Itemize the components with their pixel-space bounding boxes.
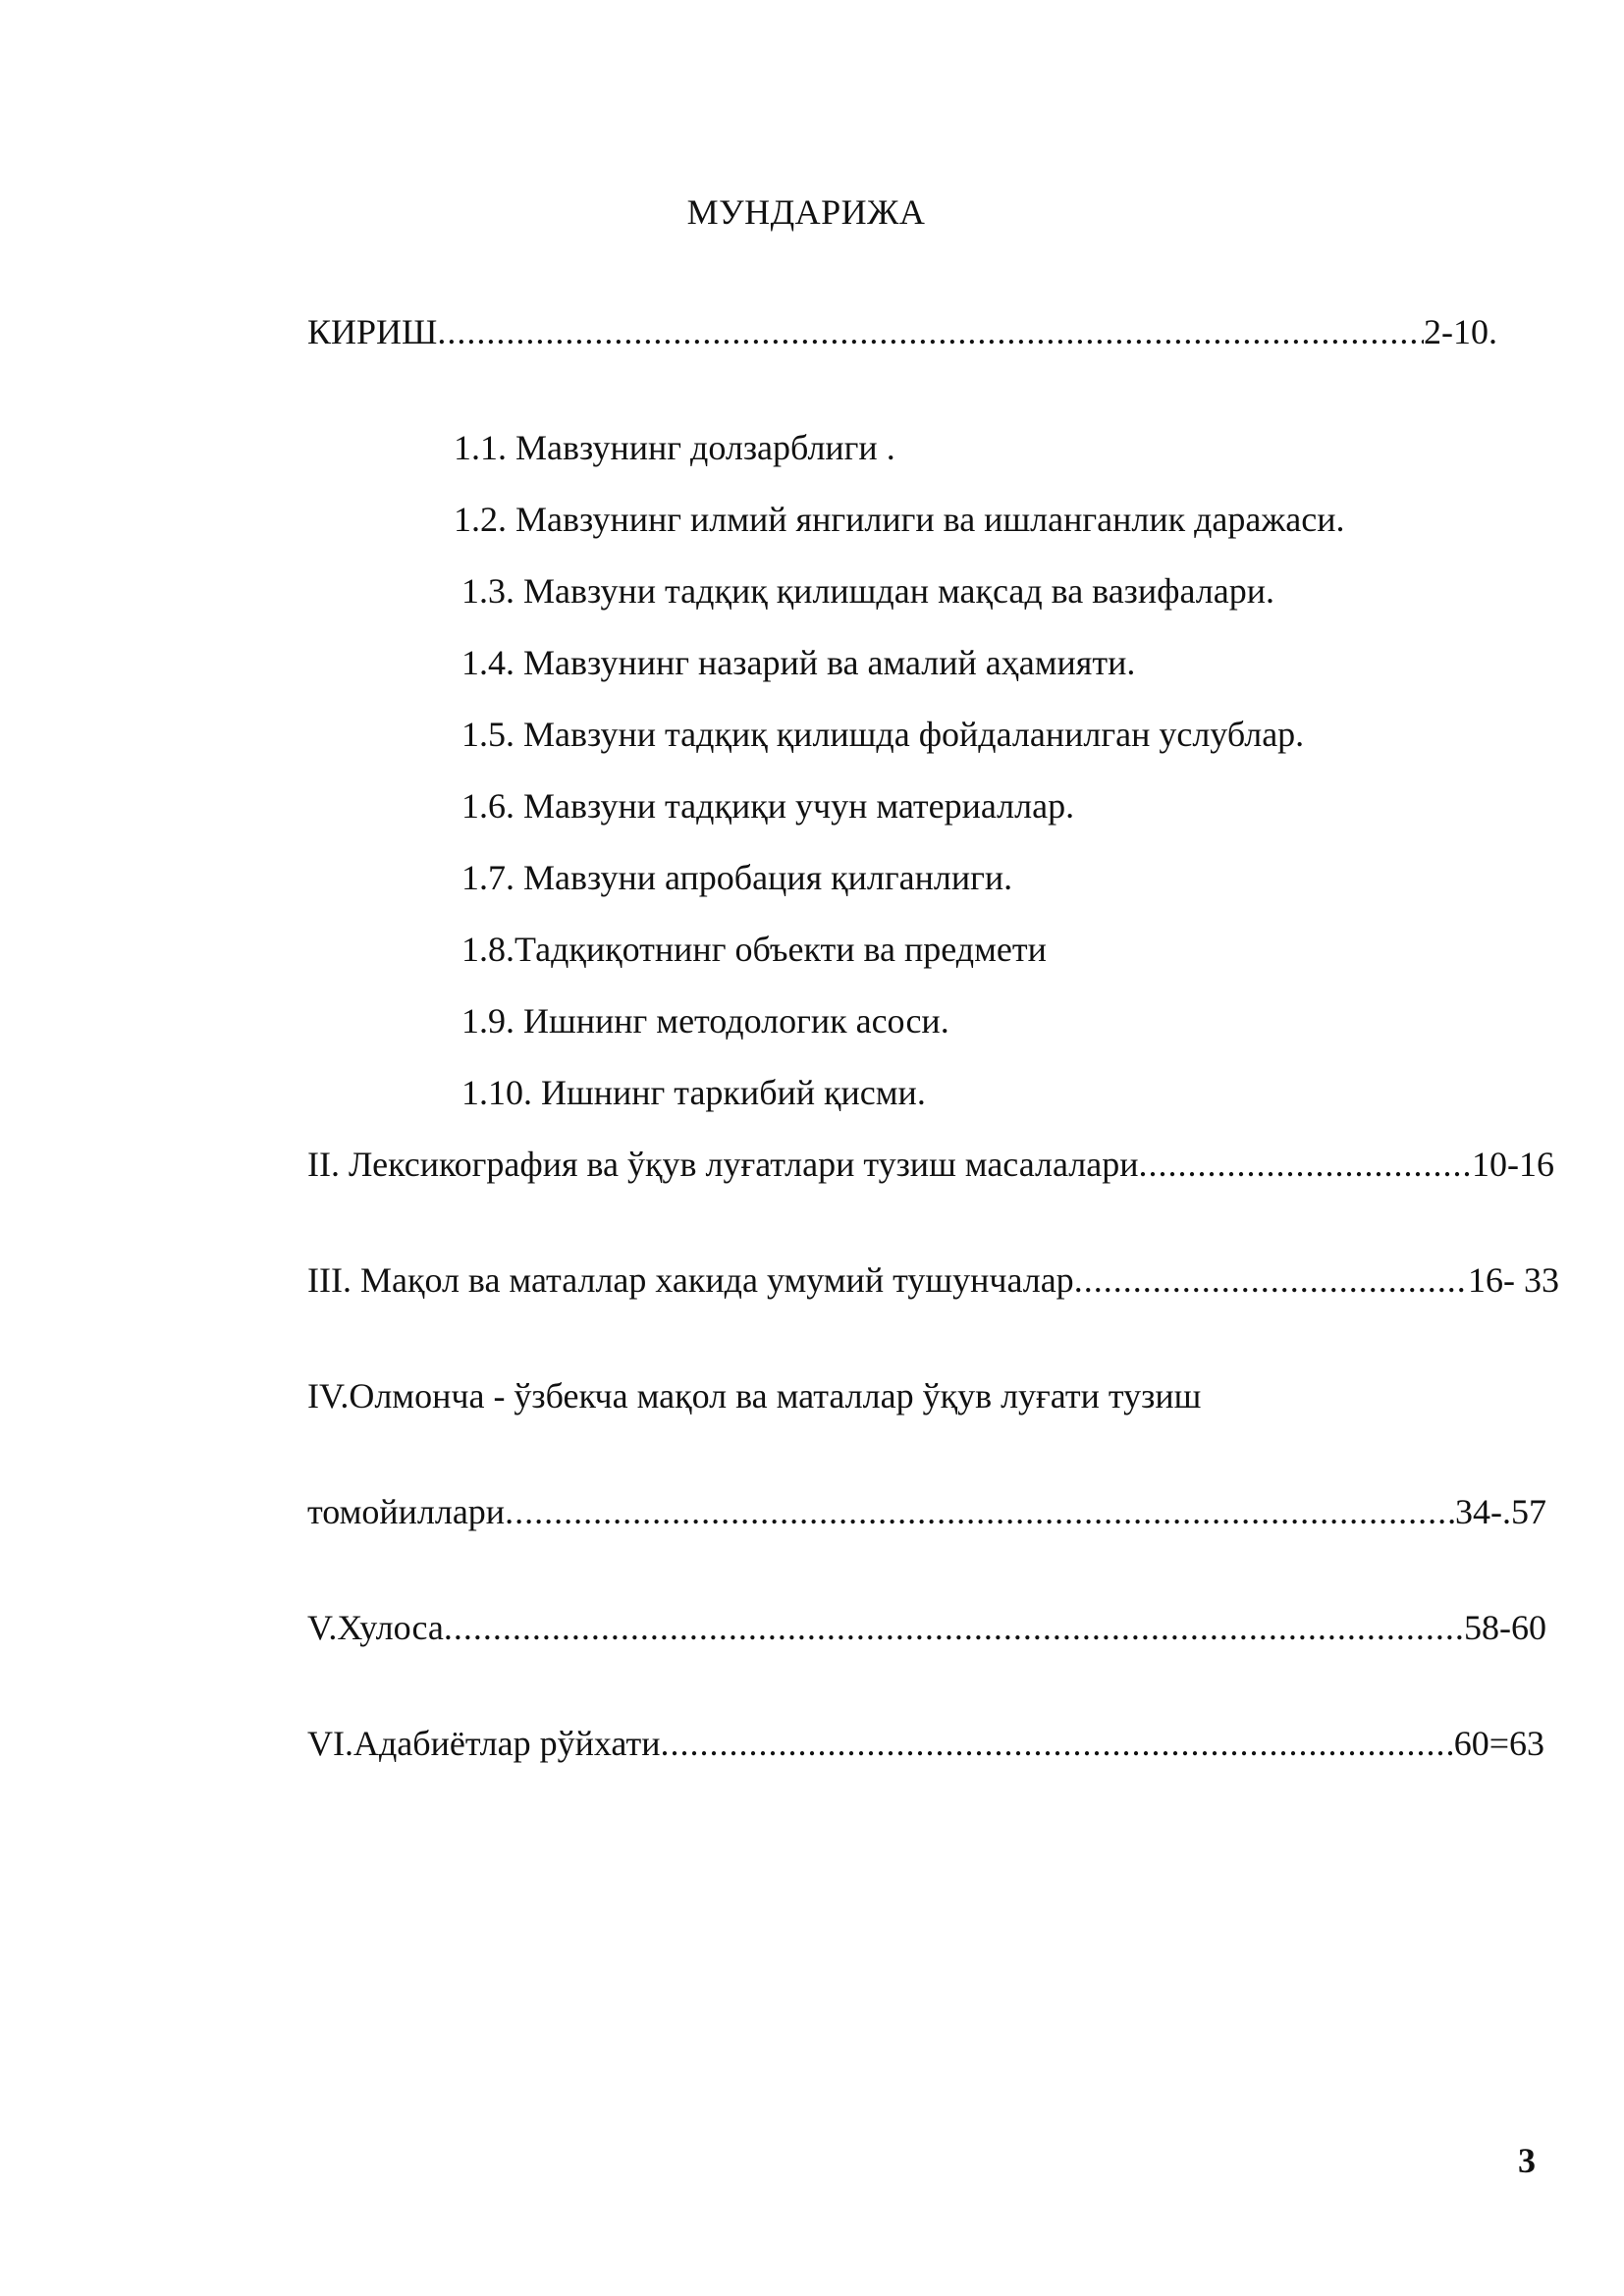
toc-entry-pages: 58-60	[1464, 1608, 1546, 1647]
toc-subitem[interactable]	[461, 784, 1074, 828]
toc-subitem-text: 1.6. Мавзуни тадқиқи учун материаллар.	[461, 786, 1075, 826]
toc-entry-label: томойиллари	[307, 1492, 506, 1531]
toc-subitem-text: 1.1. Мавзунинг долзарблиги .	[454, 428, 895, 467]
toc-entry-label: КИРИШ	[307, 312, 438, 351]
toc-subitem-text: 1.7. Мавзуни апробация қилганлиги.	[461, 858, 1013, 897]
toc-subitem-text: 1.2. Мавзунинг илмий янгилиги ва ишланганлик даражаси.	[454, 500, 1345, 539]
toc-entry-label: IV.Олмонча - ўзбекча мақол ва маталлар ўқув луғати тузиш	[307, 1376, 1202, 1415]
toc-subitem-text: 1.8.Тадқиқотнинг объекти ва предмети	[461, 930, 1047, 969]
toc-entry-pages: 34-.57	[1455, 1492, 1546, 1531]
toc-subitem[interactable]	[461, 1071, 926, 1114]
toc-leader-dots	[437, 310, 1424, 353]
toc-leader-dots	[444, 1606, 1464, 1649]
page-number: 3	[1518, 2141, 1536, 2180]
toc-entry-label: VI.Адабиётлар рўйхати	[307, 1724, 661, 1763]
toc-leader-dots	[660, 1722, 1453, 1765]
toc-title	[0, 191, 1624, 233]
toc-subitem[interactable]	[454, 498, 1344, 541]
toc-entry-pages: 2-10.	[1424, 312, 1497, 351]
toc-entry-chapter-2[interactable]	[307, 1143, 1554, 1186]
toc-entry-label: II. Лексикография ва ўқув луғатлари тузиш масалалари	[307, 1145, 1139, 1184]
toc-subitem[interactable]	[454, 426, 895, 469]
toc-entry-label: III. Мақол ва маталлар хакида умумий тушунчалар	[307, 1260, 1074, 1300]
toc-subitem[interactable]	[461, 569, 1274, 613]
toc-subitem-text: 1.3. Мавзуни тадқиқ қилишдан мақсад ва вазифалари.	[461, 571, 1274, 611]
toc-subitem[interactable]	[461, 856, 1012, 899]
toc-subitem[interactable]	[461, 928, 1047, 971]
toc-subitem-text: 1.9. Ишнинг методологик асоси.	[461, 1001, 949, 1041]
toc-leader-dots	[1074, 1258, 1468, 1302]
toc-leader-dots	[505, 1490, 1455, 1533]
toc-entry-chapter-4-cont[interactable]	[307, 1490, 1546, 1533]
toc-entry-intro[interactable]	[307, 310, 1497, 353]
toc-title-text: МУНДАРИЖА	[686, 192, 926, 232]
toc-subitem[interactable]	[461, 641, 1135, 684]
toc-entry-chapter-6[interactable]	[307, 1722, 1544, 1765]
toc-entry-pages: 60=63	[1453, 1724, 1544, 1763]
toc-subitem[interactable]	[461, 713, 1304, 756]
toc-entry-label: V.Хулоса	[307, 1608, 444, 1647]
toc-entry-chapter-3[interactable]	[307, 1258, 1559, 1302]
toc-leader-dots	[1139, 1143, 1473, 1186]
toc-subitem-text: 1.10. Ишнинг таркибий қисми.	[461, 1073, 926, 1112]
toc-entry-pages: 10-16	[1472, 1145, 1554, 1184]
toc-entry-chapter-4[interactable]	[307, 1374, 1201, 1417]
toc-subitem[interactable]	[461, 999, 949, 1042]
toc-entry-pages: 16- 33	[1468, 1260, 1559, 1300]
toc-subitem-text: 1.4. Мавзунинг назарий ва амалий аҳамияти.	[461, 643, 1136, 682]
toc-entry-chapter-5[interactable]	[307, 1606, 1546, 1649]
toc-subitem-text: 1.5. Мавзуни тадқиқ қилишда фойдаланилган услублар.	[461, 715, 1305, 754]
